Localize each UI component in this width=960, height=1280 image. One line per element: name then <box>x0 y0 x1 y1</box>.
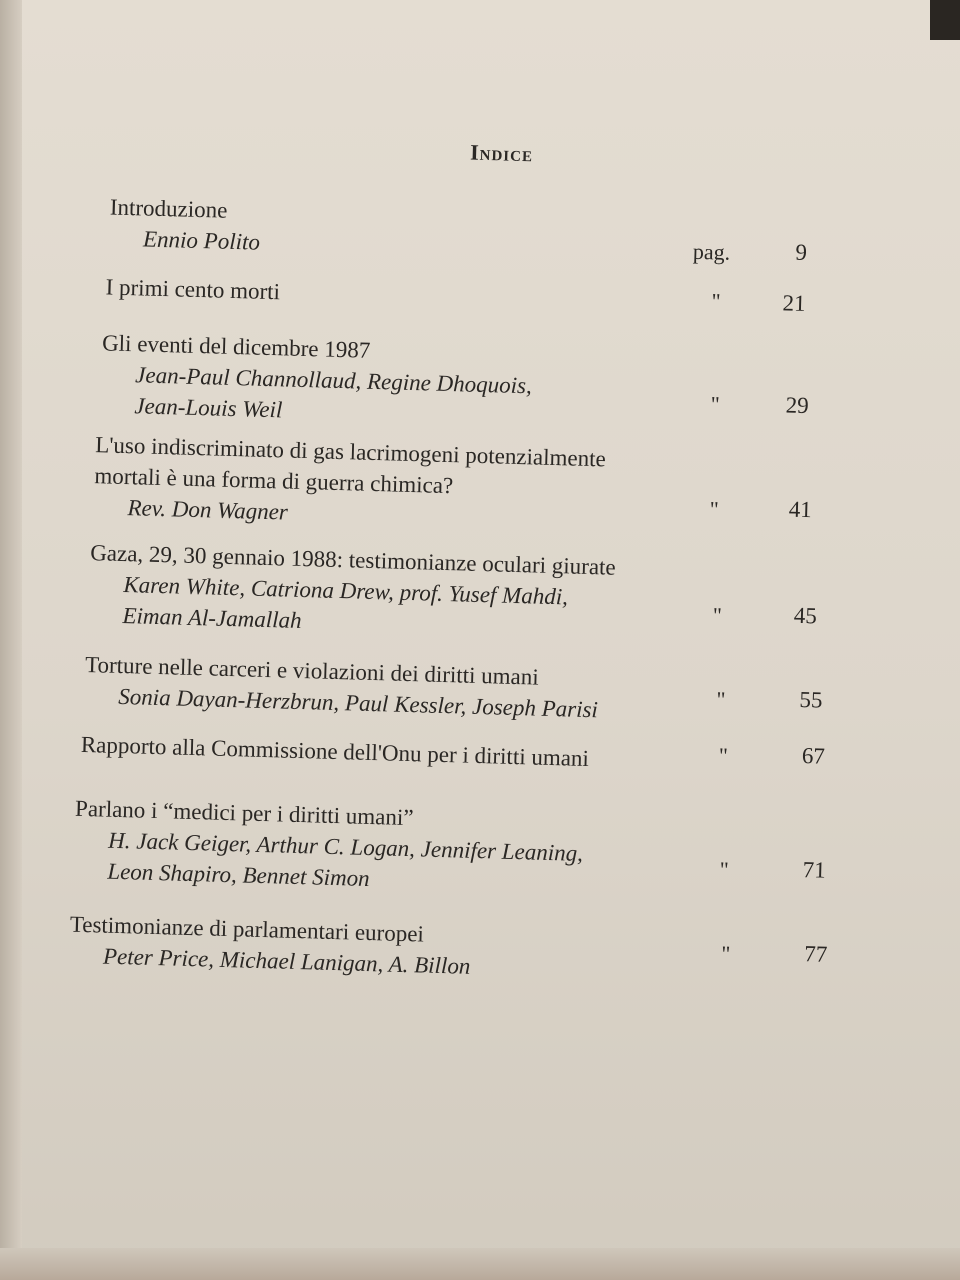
page-marker: " <box>718 742 729 768</box>
entry-title: mortali è una forma di guerra chimica? <box>94 463 454 499</box>
page-marker: pag. <box>692 238 731 265</box>
page-marker: " <box>711 288 721 314</box>
entry-title: I primi cento morti <box>105 274 281 305</box>
page-marker: " <box>719 856 730 883</box>
entry-title: Gli eventi del dicembre 1987 <box>101 330 371 363</box>
entry-author: Ennio Polito <box>142 226 261 255</box>
toc-entry-eventi-dicembre-1987 <box>100 327 533 432</box>
toc-entry-primi-cento-morti <box>105 271 280 307</box>
toc-entry-torture-carceri <box>84 649 599 725</box>
page-number: 9 <box>795 239 808 265</box>
page-number: 41 <box>788 496 813 523</box>
entry-title: Torture nelle carceri e violazioni dei diritti umani <box>84 651 540 690</box>
entry-author: Jean-Paul Channollaud, Regine Dhoquois, <box>134 362 533 399</box>
toc-entry-medici-diritti-umani <box>73 793 584 900</box>
page-title: Indice <box>469 139 534 167</box>
entry-author: Sonia Dayan-Herzbrun, Paul Kessler, Joseph Parisi <box>117 683 599 723</box>
toc-entry-gaza-1988 <box>88 537 616 645</box>
entry-author: Rev. Don Wagner <box>127 495 289 525</box>
entry-title: Parlano i “medici per i diritti umani” <box>74 795 414 831</box>
page-number: 21 <box>782 290 806 316</box>
page-bottom-edge <box>0 1248 960 1280</box>
entry-title: L'uso indiscriminato di gas lacrimogeni potenzialmente <box>94 432 607 472</box>
page-number: 77 <box>804 941 828 967</box>
entry-author: Peter Price, Michael Lanigan, A. Billon <box>102 943 471 979</box>
entry-title: Testimonianze di parlamentari europei <box>69 911 425 947</box>
toc-entry-gas-lacrimogeni <box>93 429 606 536</box>
page-marker: " <box>716 686 726 712</box>
entry-author: Karen White, Catriona Drew, prof. Yusef Mahdi, <box>123 572 569 610</box>
page-number: 67 <box>801 743 826 769</box>
entry-author: Leon Shapiro, Bennet Simon <box>107 858 370 892</box>
page-marker: " <box>712 602 723 628</box>
entry-author: Jean-Louis Weil <box>134 393 283 423</box>
page-marker: " <box>709 496 720 522</box>
entry-author: Eiman Al-Jamallah <box>122 603 302 634</box>
entry-title: Rapporto alla Commissione dell'Onu per i diritti umani <box>80 731 590 772</box>
page-number: 71 <box>802 857 827 883</box>
entry-title: Introduzione <box>109 194 228 223</box>
page-marker: " <box>710 391 721 417</box>
entry-author: H. Jack Geiger, Arthur C. Logan, Jennifer Leaning, <box>107 827 584 866</box>
page-number: 45 <box>793 602 818 629</box>
page-marker: " <box>720 940 731 967</box>
page-number: 29 <box>785 392 810 419</box>
toc-entry-introduzione <box>109 192 262 258</box>
toc-entry-parlamentari-europei <box>69 909 472 982</box>
entry-title: Gaza, 29, 30 gennaio 1988: testimonianze oculari giurate <box>89 540 617 580</box>
page-number: 55 <box>799 686 823 713</box>
toc-entry-rapporto-onu <box>80 729 589 774</box>
